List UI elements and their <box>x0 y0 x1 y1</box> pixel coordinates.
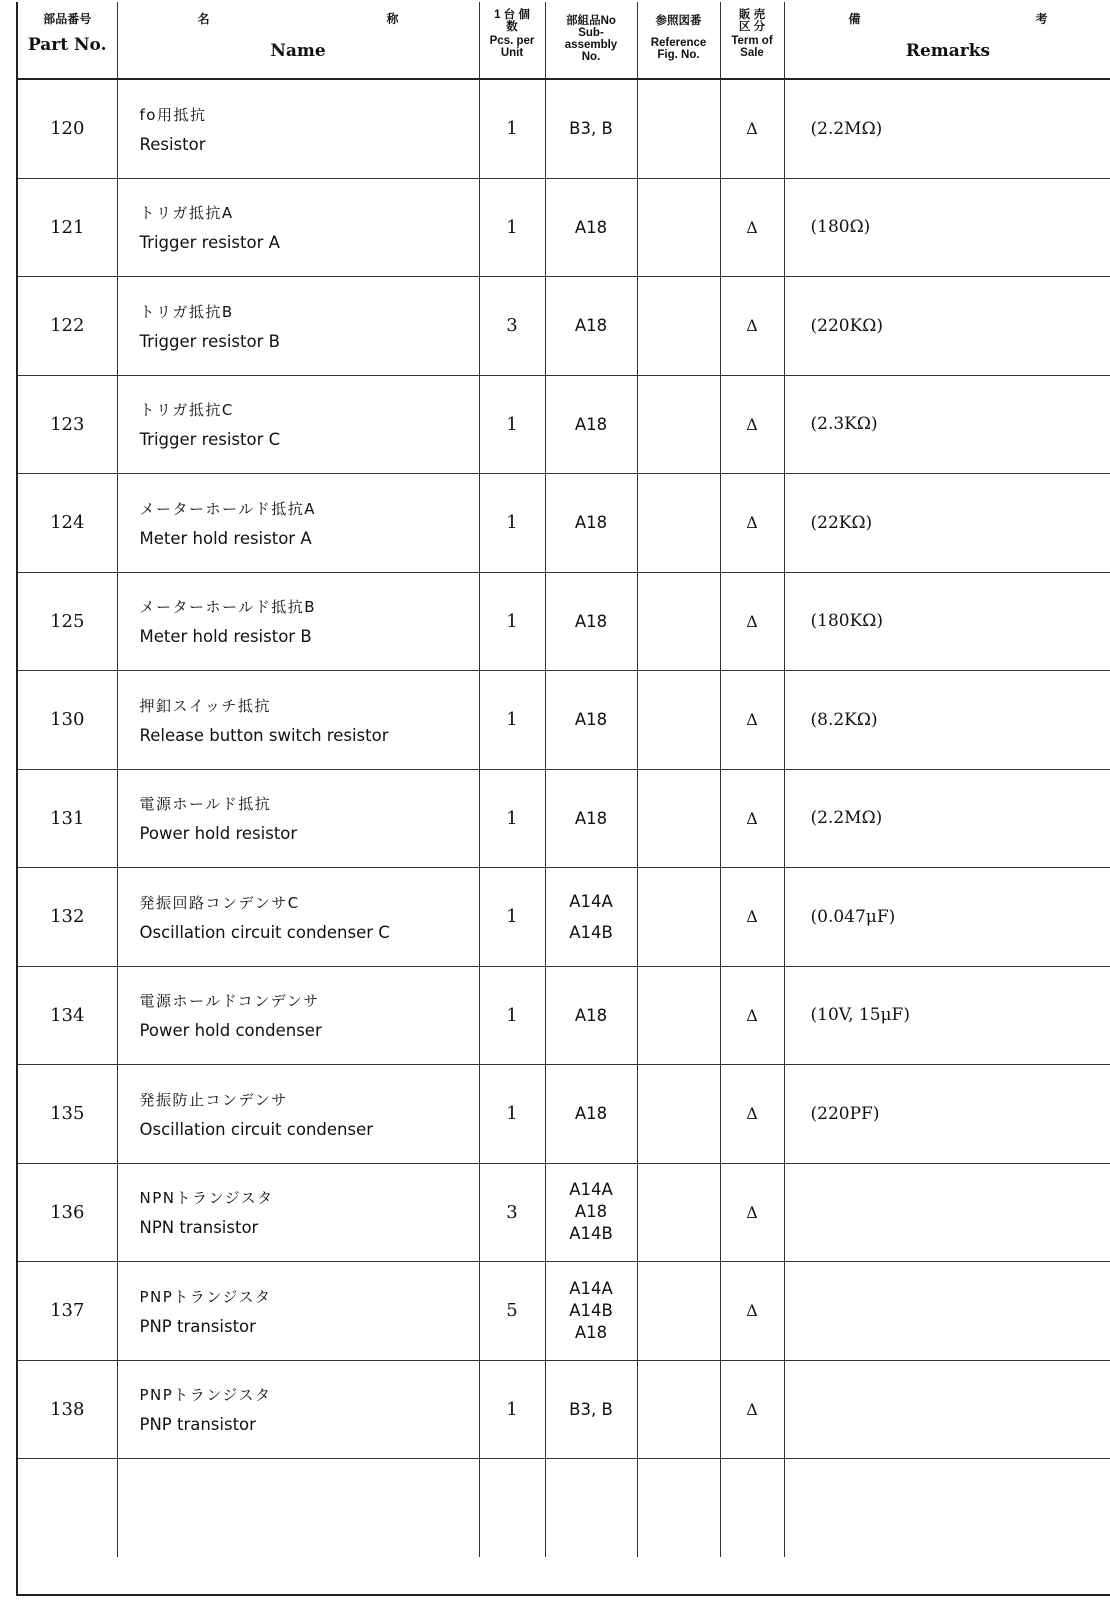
pcs-per-unit: 1 <box>479 79 545 178</box>
reference-fig-number <box>637 868 720 967</box>
table-row <box>18 277 1110 376</box>
subassembly-line: A14A <box>569 1278 613 1298</box>
term-of-sale: Δ <box>720 474 784 573</box>
parts-table-body <box>18 79 1110 1557</box>
remarks: (2.3KΩ) <box>784 375 1110 474</box>
table-row <box>18 178 1110 277</box>
part-number: 135 <box>18 1065 117 1164</box>
subassembly-line: A18 <box>574 513 608 533</box>
header-term-of-sale: 販 売 区 分 Term of Sale <box>720 2 784 79</box>
subassembly-line: A14A <box>569 1180 613 1200</box>
part-name-japanese: メーターホールド抵抗A <box>139 499 316 518</box>
part-name-english: PNP transistor <box>139 1316 256 1336</box>
pcs-per-unit: 1 <box>479 966 545 1065</box>
subassembly-line: A14B <box>569 1224 613 1244</box>
reference-fig-number <box>637 1065 720 1164</box>
header-remarks-jp-left: 備 <box>848 12 861 26</box>
remarks: (22KΩ) <box>784 474 1110 573</box>
part-name-japanese: 発振回路コンデンサC <box>139 893 300 912</box>
part-number: 134 <box>18 966 117 1065</box>
part-name <box>117 1360 479 1459</box>
table-row <box>18 1065 1110 1164</box>
part-number: 122 <box>18 277 117 376</box>
subassembly-number <box>545 671 637 770</box>
reference-fig-number <box>637 966 720 1065</box>
part-number: 123 <box>18 375 117 474</box>
header-name-jp-right: 称 <box>386 12 399 26</box>
subassembly-line: B3, B <box>569 1399 613 1419</box>
subassembly-number <box>545 178 637 277</box>
term-of-sale: Δ <box>720 375 784 474</box>
pcs-per-unit: 1 <box>479 474 545 573</box>
subassembly-number <box>545 277 637 376</box>
term-of-sale: Δ <box>720 966 784 1065</box>
part-name-japanese: トリガ抵抗C <box>139 401 234 420</box>
empty-cell <box>784 1459 1110 1558</box>
term-of-sale: Δ <box>720 178 784 277</box>
remarks: (2.2MΩ) <box>784 79 1110 178</box>
part-name-english: Power hold condenser <box>139 1021 322 1041</box>
part-name <box>117 277 479 376</box>
empty-cell <box>545 1459 637 1558</box>
subassembly-line: A18 <box>574 1322 608 1342</box>
subassembly-line: A18 <box>574 1104 608 1124</box>
subassembly-line: A18 <box>574 1005 608 1025</box>
empty-cell <box>18 1459 117 1558</box>
part-name-english: Power hold resistor <box>139 824 298 844</box>
part-number: 137 <box>18 1262 117 1361</box>
pcs-per-unit: 5 <box>479 1262 545 1361</box>
table-row <box>18 671 1110 770</box>
part-name-japanese: メーターホールド抵抗B <box>139 598 316 617</box>
subassembly-number <box>545 474 637 573</box>
header-pcs: 1 台 個 数 Pcs. per Unit <box>479 2 545 79</box>
subassembly-number <box>545 966 637 1065</box>
part-name <box>117 868 479 967</box>
remarks <box>784 1360 1110 1459</box>
header-name: 名 称 Name <box>117 2 479 79</box>
subassembly-number <box>545 1163 637 1262</box>
part-name-japanese: 発振防止コンデンサ <box>139 1090 288 1109</box>
pcs-per-unit: 1 <box>479 1065 545 1164</box>
part-name-japanese: トリガ抵抗B <box>139 302 234 321</box>
subassembly-number <box>545 79 637 178</box>
term-of-sale: Δ <box>720 868 784 967</box>
part-number: 130 <box>18 671 117 770</box>
reference-fig-number <box>637 277 720 376</box>
table-row <box>18 769 1110 868</box>
subassembly-line: A18 <box>574 611 608 631</box>
subassembly-number <box>545 769 637 868</box>
header-reference-fig: 参照図番 Reference Fig. No. <box>637 2 720 79</box>
part-name-english: Meter hold resistor B <box>139 627 312 647</box>
part-name <box>117 1065 479 1164</box>
header-remarks-jp-right: 考 <box>1035 12 1048 26</box>
reference-fig-number <box>637 79 720 178</box>
table-row <box>18 474 1110 573</box>
part-name-japanese: PNPトランジスタ <box>139 1386 272 1405</box>
subassembly-line: B3, B <box>569 119 613 139</box>
part-number: 132 <box>18 868 117 967</box>
part-name <box>117 572 479 671</box>
term-of-sale: Δ <box>720 769 784 868</box>
reference-fig-number <box>637 572 720 671</box>
part-name-english: NPN transistor <box>139 1218 259 1238</box>
table-row <box>18 868 1110 967</box>
part-name-english: Oscillation circuit condenser C <box>139 922 390 942</box>
pcs-per-unit: 1 <box>479 572 545 671</box>
part-name-japanese: 電源ホールド抵抗 <box>139 795 272 814</box>
remarks: (2.2MΩ) <box>784 769 1110 868</box>
part-name-english: Release button switch resistor <box>139 725 389 745</box>
pcs-per-unit: 3 <box>479 277 545 376</box>
subassembly-line: A14A <box>569 891 613 911</box>
subassembly-line: A18 <box>574 808 608 828</box>
part-name-japanese: fo用抵抗 <box>139 105 207 124</box>
part-number: 120 <box>18 79 117 178</box>
part-number: 125 <box>18 572 117 671</box>
reference-fig-number <box>637 671 720 770</box>
part-name-japanese: PNPトランジスタ <box>139 1287 272 1306</box>
empty-cell <box>479 1459 545 1558</box>
remarks <box>784 1262 1110 1361</box>
part-name-english: Oscillation circuit condenser <box>139 1119 374 1139</box>
subassembly-number <box>545 375 637 474</box>
part-name <box>117 1262 479 1361</box>
part-name-english: Trigger resistor B <box>139 331 280 351</box>
term-of-sale: Δ <box>720 1360 784 1459</box>
pcs-per-unit: 1 <box>479 769 545 868</box>
part-number: 121 <box>18 178 117 277</box>
pcs-per-unit: 3 <box>479 1163 545 1262</box>
part-name-japanese: NPNトランジスタ <box>139 1189 274 1208</box>
part-number: 138 <box>18 1360 117 1459</box>
reference-fig-number <box>637 1360 720 1459</box>
empty-cell <box>117 1459 479 1558</box>
part-name-japanese: トリガ抵抗A <box>139 204 234 223</box>
part-name <box>117 966 479 1065</box>
header-row <box>18 2 1110 79</box>
subassembly-line: A14B <box>569 922 613 942</box>
term-of-sale: Δ <box>720 1163 784 1262</box>
table-row <box>18 1262 1110 1361</box>
term-of-sale: Δ <box>720 1065 784 1164</box>
reference-fig-number <box>637 178 720 277</box>
part-name <box>117 375 479 474</box>
table-row <box>18 79 1110 178</box>
reference-fig-number <box>637 1262 720 1361</box>
subassembly-number <box>545 868 637 967</box>
subassembly-line: A18 <box>574 1202 608 1222</box>
pcs-per-unit: 1 <box>479 1360 545 1459</box>
remarks <box>784 1163 1110 1262</box>
part-name-japanese: 電源ホールドコンデンサ <box>139 992 320 1011</box>
reference-fig-number <box>637 1163 720 1262</box>
remarks: (180Ω) <box>784 178 1110 277</box>
part-number: 131 <box>18 769 117 868</box>
part-name <box>117 769 479 868</box>
pcs-per-unit: 1 <box>479 375 545 474</box>
parts-list-sheet <box>16 2 1110 1596</box>
reference-fig-number <box>637 474 720 573</box>
subassembly-line: A18 <box>574 316 608 336</box>
term-of-sale: Δ <box>720 79 784 178</box>
subassembly-number <box>545 1360 637 1459</box>
subassembly-number <box>545 1262 637 1361</box>
part-name-japanese: 押釦スイッチ抵抗 <box>139 696 271 715</box>
empty-cell <box>720 1459 784 1558</box>
part-name <box>117 178 479 277</box>
part-number: 136 <box>18 1163 117 1262</box>
subassembly-line: A18 <box>574 217 608 237</box>
part-name <box>117 1163 479 1262</box>
remarks: (8.2KΩ) <box>784 671 1110 770</box>
subassembly-number <box>545 1065 637 1164</box>
table-row <box>18 375 1110 474</box>
header-part-no: 部品番号 Part No. <box>18 2 117 79</box>
part-name-english: Trigger resistor A <box>139 233 280 253</box>
table-row <box>18 572 1110 671</box>
term-of-sale: Δ <box>720 671 784 770</box>
header-subassembly: 部組品No Sub- assembly No. <box>545 2 637 79</box>
subassembly-line: A14B <box>569 1300 613 1320</box>
table-row <box>18 1163 1110 1262</box>
header-name-jp-left: 名 <box>197 12 210 26</box>
remarks: (10V, 15μF) <box>784 966 1110 1065</box>
pcs-per-unit: 1 <box>479 671 545 770</box>
table-row <box>18 966 1110 1065</box>
reference-fig-number <box>637 769 720 868</box>
remarks: (220KΩ) <box>784 277 1110 376</box>
term-of-sale: Δ <box>720 572 784 671</box>
table-row <box>18 1360 1110 1459</box>
subassembly-number <box>545 572 637 671</box>
reference-fig-number <box>637 375 720 474</box>
pcs-per-unit: 1 <box>479 868 545 967</box>
part-name <box>117 671 479 770</box>
part-name-english: Trigger resistor C <box>139 430 281 450</box>
part-name <box>117 474 479 573</box>
parts-table <box>18 2 1110 1557</box>
remarks: (180KΩ) <box>784 572 1110 671</box>
empty-table-row <box>18 1459 1110 1558</box>
subassembly-line: A18 <box>574 710 608 730</box>
term-of-sale: Δ <box>720 277 784 376</box>
remarks: (220PF) <box>784 1065 1110 1164</box>
remarks: (0.047μF) <box>784 868 1110 967</box>
part-number: 124 <box>18 474 117 573</box>
empty-cell <box>637 1459 720 1558</box>
part-name-english: PNP transistor <box>139 1415 256 1435</box>
part-name <box>117 79 479 178</box>
header-remarks: 備 考 Remarks <box>784 2 1110 79</box>
subassembly-line: A18 <box>574 414 608 434</box>
part-name-english: Meter hold resistor A <box>139 528 312 548</box>
part-name-english: Resistor <box>139 134 206 154</box>
pcs-per-unit: 1 <box>479 178 545 277</box>
term-of-sale: Δ <box>720 1262 784 1361</box>
